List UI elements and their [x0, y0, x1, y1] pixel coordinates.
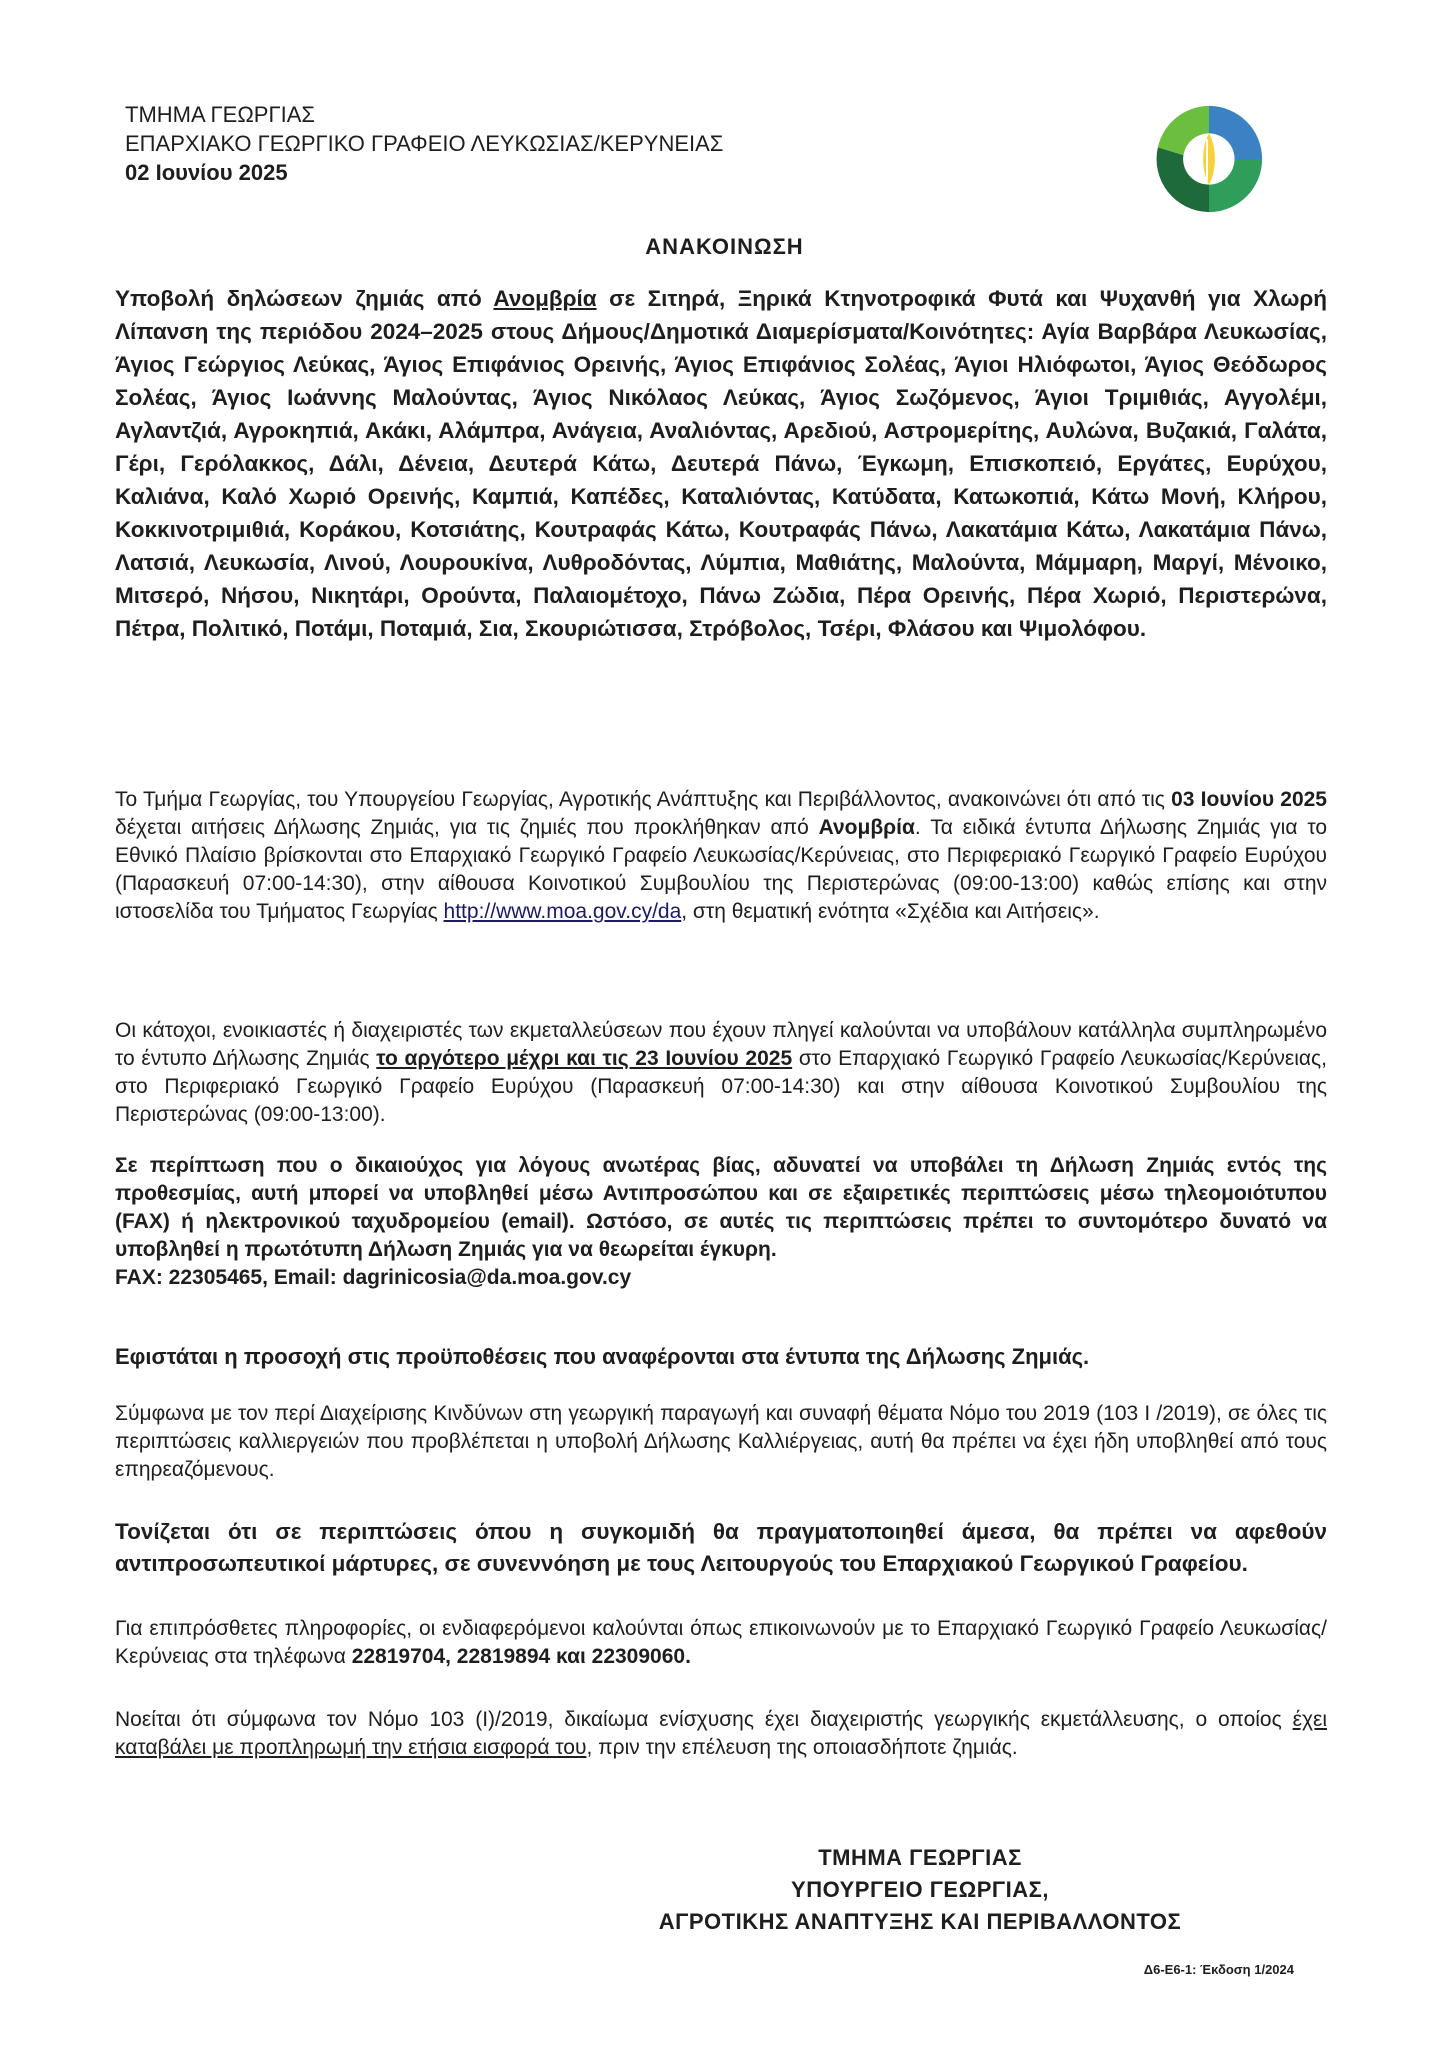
announcement-title: ΑΝΑΚΟΙΝΩΣΗ	[645, 234, 804, 259]
letterhead	[125, 100, 723, 187]
paragraph-text: . Τα ειδικά έντυπα Δήλωσης Ζημιάς για το Εθνικό Πλαίσιο βρίσκονται στο Επαρχιακό Γεωργικό Γραφείο Λευκωσίας/Κερύνειας, στο Περιφεριακό Γεωργικό Γραφείο Ευρύχου (Παρασκευή 07:00-14:30), στην αίθουσα Κοινοτικού Συμβουλίου της Περιστερώνας (09:00-13:00) καθώς επίσης και στην ιστοσελίδα του Τμήματος Γεωργίας	[115, 816, 1327, 923]
form-code: Δ6-Ε6-1: Έκδοση 1/2024	[1143, 1962, 1294, 1977]
paragraph-risk-law: Σύμφωνα με τον περί Διαχείρισης Κινδύνων στη γεωργική παραγωγή και συναφή θέματα Νόμο του 2019 (103 Ι /2019), σε όλες τις περιπτώσεις καλλιεργειών που προβλέπεται η υποβολή Δήλωσης Καλλιέργειας, αυτή θα πρέπει να έχει ήδη υποβληθεί από τους επηρεαζόμενους.	[115, 1402, 1327, 1481]
paragraph-text: Σε περίπτωση που ο δικαιούχος για λόγους ανωτέρας βίας, αδυνατεί να υποβάλει τη Δήλωση Ζημιάς εντός της προθεσμίας, αυτή μπορεί να υποβληθεί μέσω Αντιπροσώπου και σε εξαιρετικές περιπτώσεις μέσω τηλεομοιότυπου (FAX) ή ηλεκτρονικού ταχυδρομείου (email). Ωστόσο, σε αυτές τις περιπτώσεις πρέπει το συντομότερο δυνατό να υποβληθεί η πρωτότυπη Δήλωση Ζημιάς για να θεωρείται έγκυρη.	[115, 1154, 1327, 1261]
paragraph-text: Το Τμήμα Γεωργίας, του Υπουργείου Γεωργίας, Αγροτικής Ανάπτυξης και Περιβάλλοντος, ανακοινώνει ότι από τις	[115, 788, 1172, 811]
paragraph-harvest-witnesses: Τονίζεται ότι σε περιπτώσεις όπου η συγκομιδή θα πραγματοποιηθεί άμεσα, θα πρέπει να αφεθούν αντιπροσωπευτικοί μάρτυρες, σε συνεννόηση με τους Λειτουργούς του Επαρχιακού Γεωργικού Γραφείου.	[115, 1519, 1327, 1576]
paragraph-text: , πριν την επέλευση της οποιασδήποτε ζημιάς.	[586, 1736, 1018, 1759]
subject-cause: Ανομβρία	[493, 286, 597, 311]
paragraph-attention: Εφιστάται η προσοχή στις προϋποθέσεις που αναφέρονται στα έντυπα της Δήλωσης Ζημιάς.	[115, 1344, 1090, 1369]
damage-cause: Ανομβρία	[818, 816, 915, 839]
phone-numbers: 22819704, 22819894 και 22309060.	[351, 1645, 691, 1668]
start-date: 03 Ιουνίου 2025	[1171, 788, 1327, 811]
paragraph-eligibility	[115, 1706, 1327, 1762]
subject-communities: σε Σιτηρά, Ξηρικά Κτηνοτροφικά Φυτά και Ψυχανθή για Χλωρή Λίπανση της περιόδου 2024–2025 στους Δήμους/Δημοτικά Διαμερίσματα/Κοινότητες: Αγία Βαρβάρα Λευκωσίας, Άγιος Γεώργιος Λεύκας, Άγιος Επιφάνιος Ορεινής, Άγιος Επιφάνιος Σολέας, Άγιοι Ηλιόφωτοι, Άγιος Θεόδωρος Σολέας, Άγιος Ιωάννης Μαλούντας, Άγιος Νικόλαος Λεύκας, Άγιος Σωζόμενος, Άγιοι Τριμιθιάς, Αγγολέμι, Αγλαντζιά, Αγροκηπιά, Ακάκι, Αλάμπρα, Ανάγεια, Αναλιόντας, Αρεδιού, Αστρομερίτης, Αυλώνα, Βυζακιά, Γαλάτα, Γέρι, Γερόλακκος, Δάλι, Δένεια, Δευτερά Κάτω, Δευτερά Πάνω, Έγκωμη, Επισκοπειό, Εργάτες, Ευρύχου, Καλιάνα, Καλό Χωριό Ορεινής, Καμπιά, Καπέδες, Καταλιόντας, Κατύδατα, Κατωκοπιά, Κάτω Μονή, Κλήρου, Κοκκινοτριμιθιά, Κοράκου, Κοτσιάτης, Κουτραφάς Κάτω, Κουτραφάς Πάνω, Λακατάμια Κάτω, Λακατάμια Πάνω, Λατσιά, Λευκωσία, Λινού, Λουρουκίνα, Λυθροδόντας, Λύμπια, Μαθιάτης, Μαλούντα, Μάμμαρη, Μαργί, Μένοικο, Μιτσερό, Νήσου, Νικητάρι, Ορούντα, Παλαιομέτοχο, Πάνω Ζώδια, Πέρα Ορεινής, Πέρα Χωριό, Περιστερώνα, Πέτρα, Πολιτικό, Ποτάμι, Ποταμιά, Σια, Σκουριώτισσα, Στρόβολος, Τσέρι, Φλάσου και Ψιμολόφου.	[115, 286, 1327, 641]
paragraph-force-majeure	[115, 1152, 1327, 1292]
paragraph-text: Για επιπρόσθετες πληροφορίες, οι ενδιαφερόμενοι καλούνται όπως επικοινωνούν με το Επαρχιακό Γεωργικό Γραφείο Λευκωσίας/Κερύνειας στα τηλέφωνα	[115, 1617, 1327, 1668]
fax-email-contact: FAX: 22305465, Email: dagrinicosia@da.moa.gov.cy	[115, 1266, 632, 1289]
paragraph-text: στο Επαρχιακό Γεωργικό Γραφείο Λευκωσίας/Κερύνειας, στο Περιφεριακό Γεωργικό Γραφείο Ευρύχου (Παρασκευή 07:00-14:30) και στην αίθουσα Κοινοτικού Συμβουλίου της Περιστερώνας (09:00-13:00).	[115, 1047, 1327, 1126]
paragraph-text: Νοείται ότι σύμφωνα τον Νόμο 103 (Ι)/2019, δικαίωμα ενίσχυσης έχει διαχειριστής γεωργικής εκμετάλλευσης, ο οποίος	[115, 1708, 1293, 1731]
prepayment-condition: έχει καταβάλει με προπληρωμή την ετήσια εισφορά του	[115, 1708, 1327, 1759]
paragraph-text: δέχεται αιτήσεις Δήλωσης Ζημιάς, για τις ζημιές που προκλήθηκαν από	[115, 816, 819, 839]
paragraph-information	[115, 1615, 1327, 1671]
office-name: ΕΠΑΡΧΙΑΚΟ ΓΕΩΡΓΙΚΟ ΓΡΑΦΕΙΟ ΛΕΥΚΩΣΙΑΣ/ΚΕΡΥΝΕΙΑΣ	[125, 131, 724, 156]
document-date: 02 Ιουνίου 2025	[125, 160, 288, 185]
department-name: ΤΜΗΜΑ ΓΕΩΡΓΙΑΣ	[125, 102, 315, 127]
paragraph-text: , στη θεματική ενότητα «Σχέδια και Αιτήσεις».	[681, 900, 1100, 923]
website-link[interactable]: http://www.moa.gov.cy/da	[443, 900, 682, 923]
subject-intro: Υποβολή δηλώσεων ζημιάς από	[115, 286, 494, 311]
paragraph-deadline	[115, 1017, 1327, 1129]
signature-line: ΥΠΟΥΡΓΕΙΟ ΓΕΩΡΓΙΑΣ,	[791, 1877, 1049, 1902]
ministry-logo-icon	[1150, 100, 1268, 218]
signature-line: ΑΓΡΟΤΙΚΗΣ ΑΝΑΠΤΥΞΗΣ ΚΑΙ ΠΕΡΙΒΑΛΛΟΝΤΟΣ	[658, 1909, 1182, 1934]
paragraph-applications	[115, 786, 1327, 926]
paragraph-text: Οι κάτοχοι, ενοικιαστές ή διαχειριστές των εκμεταλλεύσεων που έχουν πληγεί καλούνται να υποβάλουν κατάλληλα συμπληρωμένο το έντυπο Δήλωσης Ζημιάς	[115, 1019, 1327, 1070]
signature-line: ΤΜΗΜΑ ΓΕΩΡΓΙΑΣ	[818, 1845, 1022, 1870]
announcement-subject	[115, 282, 1327, 645]
signature-block	[600, 1842, 1240, 1938]
deadline-date: το αργότερο μέχρι και τις 23 Ιουνίου 2025	[376, 1047, 793, 1070]
